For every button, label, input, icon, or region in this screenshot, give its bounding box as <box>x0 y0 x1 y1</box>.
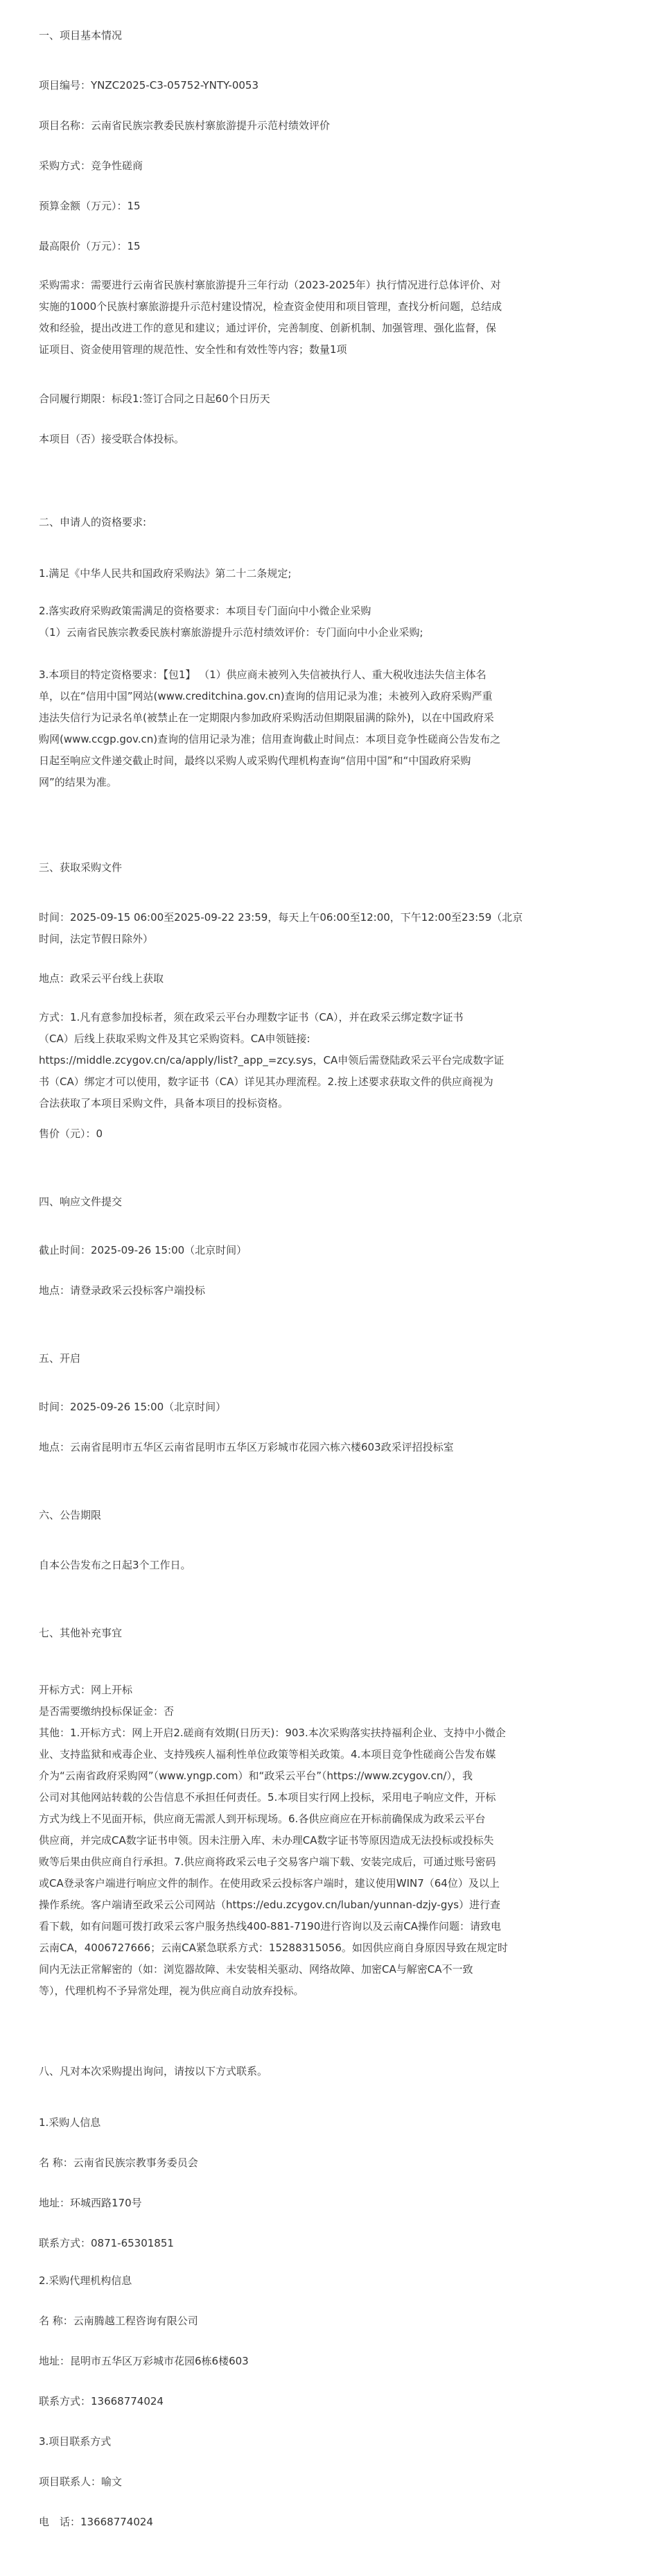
purchaser-phone: 联系方式：0871-65301851 <box>39 2237 174 2249</box>
text-line: 败等后果由供应商自行承担。7.供应商将政采云电子交易客户端下载、安装完成后，可通过账号密码 <box>39 1856 496 1868</box>
text-line: 时间：2025-09-15 06:00至2025-09-22 23:59，每天上午06:00至12:00，下午12:00至23:59（北京 <box>39 911 523 924</box>
text-line: 实施的1000个民族村寨旅游提升示范村建设情况，检查资金使用和项目管理，查找分析问题，总结成 <box>39 300 502 313</box>
section-heading-submission: 四、响应文件提交 <box>39 1195 123 1208</box>
text-line: 间内无法正常解密的（如：浏览器故障、未安装相关驱动、网络故障、加密CA与解密CA不一致 <box>39 1963 473 1976</box>
text-line: 云南CA，4006727666；云南CA紧急联系方式：15288315056。如因供应商自身原因导致在规定时 <box>39 1942 508 1954</box>
section-heading-qualifications: 二、申请人的资格要求: <box>39 516 147 528</box>
purchaser-info-title: 1.采购人信息 <box>39 2116 101 2129</box>
text-line: 书（CA）绑定才可以使用，数字证书（CA）详见其办理流程。2.按上述要求获取文件的供应商视为 <box>39 1075 493 1088</box>
text-line: 时间，法定节假日除外） <box>39 933 154 945</box>
other-details <box>39 1722 635 2002</box>
text-line: 操作系统。客户端请至政采云公司网站（https://edu.zcygov.cn/luban/yunnan-dzjy-gys）进行查 <box>39 1899 501 1911</box>
text-line: 合法获取了本项目采购文件，具备本项目的投标资格。 <box>39 1097 289 1109</box>
text-line: 等），代理机构不予异常处理，视为供应商自动放弃投标。 <box>39 1985 304 1997</box>
project-number: 项目编号：YNZC2025-C3-05752-YNTY-0053 <box>39 79 259 92</box>
notice-period-text: 自本公告发布之日起3个工作日。 <box>39 1559 191 1571</box>
text-line: 单，以在“信用中国”网站(www.creditchina.gov.cn)查询的信用记录为准；未被列入政府采购严重 <box>39 690 493 702</box>
section-heading-obtain-documents: 三、获取采购文件 <box>39 861 123 874</box>
procurement-method: 采购方式：竞争性磋商 <box>39 159 143 172</box>
opening-place: 地点：云南省昆明市五华区云南省昆明市五华区万彩城市花园六栋六楼603政采评招投标室 <box>39 1441 454 1453</box>
consortium-note: 本项目（否）接受联合体投标。 <box>39 433 185 445</box>
section-heading-opening: 五、开启 <box>39 1352 81 1365</box>
text-line: 3.本项目的特定资格要求：【包1】 （1）供应商未被列入失信被执行人、重大税收违法失信主体名 <box>39 668 487 681</box>
section-heading-notice-period: 六、公告期限 <box>39 1509 102 1521</box>
text-line: 其他：1.开标方式：网上开启2.磋商有效期(日历天)：903.本次采购落实扶持福利企业、支持中小微企 <box>39 1727 506 1739</box>
ca-apply-link[interactable]: https://middle.zcygov.cn/ca/apply/list?_app_=zcy.sys，CA申领后需登陆政采云平台完成数字证 <box>39 1054 505 1066</box>
text-line: 方式为线上不见面开标，供应商无需派人到开标现场。6.各供应商应在开标前确保成为政采云平台 <box>39 1813 486 1825</box>
purchaser-name: 名 称：云南省民族宗教事务委员会 <box>39 2156 198 2169</box>
document-price: 售价（元）：0 <box>39 1127 103 1140</box>
obtain-time <box>39 907 635 950</box>
text-line: （CA）后线上获取采购文件及其它采购资料。CA申领链接: <box>39 1032 310 1045</box>
text-line: 网”的结果为准。 <box>39 776 117 788</box>
text-line: 采购需求：需要进行云南省民族村寨旅游提升三年行动（2023-2025年）执行情况进行总体评价、对 <box>39 279 501 291</box>
bid-opening-mode: 开标方式：网上开标 <box>39 1684 133 1696</box>
procurement-requirements <box>39 275 635 361</box>
section-heading-contact: 八、凡对本次采购提出询问，请按以下方式联系。 <box>39 2065 268 2077</box>
budget-amount: 预算金额（万元）：15 <box>39 200 141 212</box>
qualification-item-2 <box>39 600 635 643</box>
text-line: （1）云南省民族宗教委民族村寨旅游提升示范村绩效评价：专门面向中小企业采购; <box>39 626 423 639</box>
agency-name: 名 称：云南腾越工程咨询有限公司 <box>39 2315 198 2327</box>
text-line: 业、支持监狱和戒毒企业、支持残疾人福利性单位政策等相关政策。4.本项目竞争性磋商公告发布媒 <box>39 1748 496 1761</box>
qualification-item-1: 1.满足《中华人民共和国政府采购法》第二十二条规定; <box>39 567 292 580</box>
project-contact-person: 项目联系人：喻文 <box>39 2475 123 2488</box>
agency-phone: 联系方式：13668774024 <box>39 2395 164 2408</box>
project-name: 项目名称：云南省民族宗教委民族村寨旅游提升示范村绩效评价 <box>39 119 331 132</box>
section-heading-other-matters: 七、其他补充事宜 <box>39 1627 123 1639</box>
submission-deadline: 截止时间：2025-09-26 15:00（北京时间） <box>39 1244 247 1256</box>
max-price: 最高限价（万元）：15 <box>39 240 141 252</box>
purchaser-address: 地址：环城西路170号 <box>39 2197 142 2209</box>
qualification-item-3 <box>39 664 635 793</box>
text-line: 或CA登录客户端进行响应文件的制作。在使用政采云投标客户端时，建议使用WIN7（64位）及以上 <box>39 1877 500 1890</box>
section-heading-basic-info: 一、项目基本情况 <box>39 29 123 42</box>
project-contact-phone: 电 话：13668774024 <box>39 2516 153 2528</box>
text-line: 2.落实政府采购政策需满足的资格要求：本项目专门面向中小微企业采购 <box>39 605 371 617</box>
opening-time: 时间：2025-09-26 15:00（北京时间） <box>39 1401 227 1413</box>
text-line: 供应商，并完成CA数字证书申领。因未注册入库、未办理CA数字证书等原因造成无法投标或投标失 <box>39 1834 494 1847</box>
obtain-method <box>39 1007 635 1114</box>
submission-place: 地点：请登录政采云投标客户端投标 <box>39 1284 206 1297</box>
text-line: 介为“云南省政府采购网”（www.yngp.com）和“政采云平台”（https://www.zcygov.cn/），我 <box>39 1770 473 1782</box>
deposit-required: 是否需要缴纳投标保证金：否 <box>39 1705 175 1718</box>
project-contact-title: 3.项目联系方式 <box>39 2435 112 2448</box>
agency-address: 地址：昆明市五华区万彩城市花园6栋6楼603 <box>39 2355 249 2367</box>
text-line: 证项目、资金使用管理的规范性、安全性和有效性等内容；数量1项 <box>39 343 347 356</box>
text-line: 效和经验，提出改进工作的意见和建议；通过评价，完善制度、创新机制、加强管理、强化监督，保 <box>39 322 497 334</box>
agency-info-title: 2.采购代理机构信息 <box>39 2274 132 2287</box>
text-line: 方式：1.凡有意参加投标者，须在政采云平台办理数字证书（CA），并在政采云绑定数字证书 <box>39 1011 464 1023</box>
text-line: 购网(www.ccgp.gov.cn)查询的信用记录为准；信用查询截止时间点：本项目竞争性磋商公告发布之 <box>39 733 501 745</box>
obtain-place: 地点：政采云平台线上获取 <box>39 972 164 985</box>
text-line: 公司对其他网站转载的公告信息不承担任何责任。5.本项目实行网上投标，采用电子响应文件，开标 <box>39 1791 496 1804</box>
text-line: 日起至响应文件递交截止时间，最终以采购人或采购代理机构查询“信用中国”和“中国政府采购 <box>39 754 471 767</box>
contract-period: 合同履行期限：标段1:签订合同之日起60个日历天 <box>39 392 270 405</box>
text-line: 看下载，如有问题可拨打政采云客户服务热线400-881-7190进行咨询以及云南CA操作问题：请致电 <box>39 1920 501 1933</box>
text-line: 违法失信行为记录名单(被禁止在一定期限内参加政府采购活动但期限届满的除外)，以在中国政府采 <box>39 711 494 724</box>
